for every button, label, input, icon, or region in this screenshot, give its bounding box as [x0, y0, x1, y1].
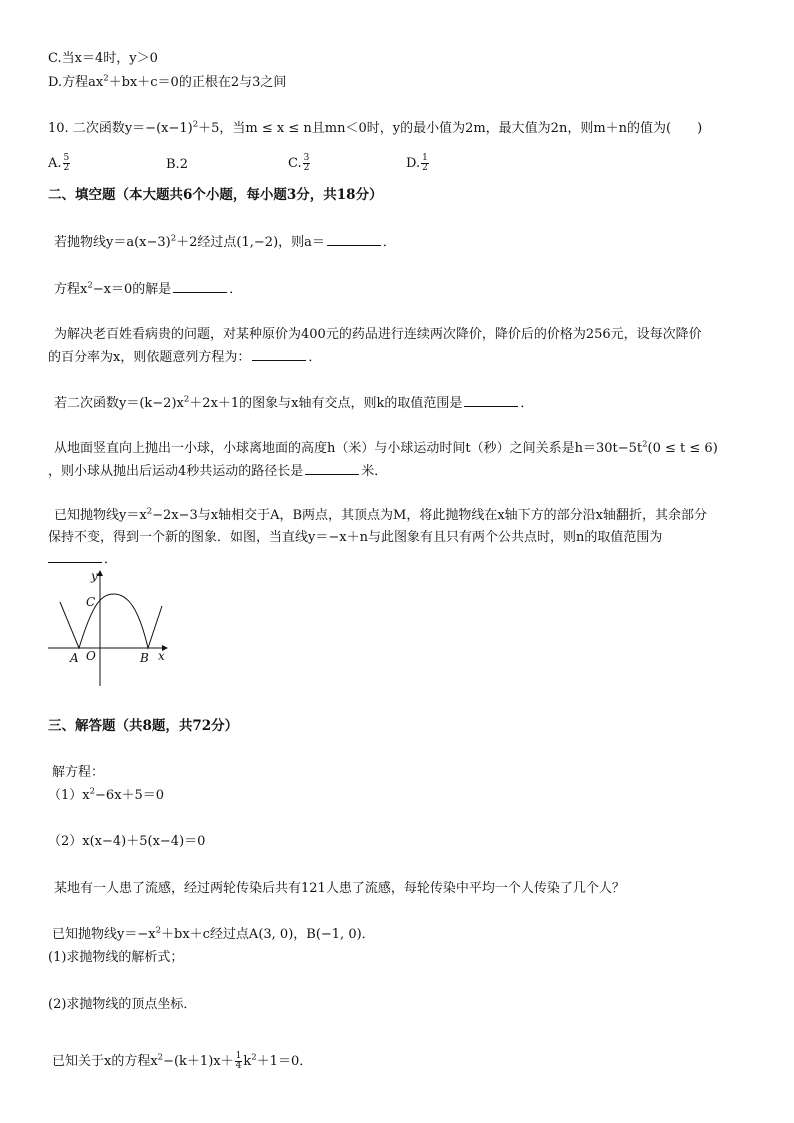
solve-q3-stem-b: ＋bx＋c经过点A(3, 0)，B(−1, 0)． [161, 927, 375, 942]
figure-label-x: x [158, 649, 165, 663]
solve-q4-stem-c: k [243, 1054, 252, 1069]
solve-q4-stem-d: ＋1＝0． [256, 1054, 313, 1069]
fill-q6-line1 [54, 507, 707, 525]
q10-option-a-label: A. [48, 156, 62, 171]
figure-label-a: A [70, 651, 79, 665]
solve-q3-stem [52, 926, 375, 944]
fill-q6-line2: 保持不变，得到一个新的图象．如图，当直线y＝−x＋n与此图象有且只有两个公共点时，则n的取值范围为 [48, 530, 663, 545]
fill-q1-a: 若抛物线y＝a(x−3) [54, 235, 171, 250]
fill-q5-line2 [48, 462, 387, 481]
fill-q3-answer-blank[interactable] [252, 348, 306, 361]
figure-curve [60, 594, 162, 648]
q9-option-c: C.当x＝4时，y＞0 [48, 51, 158, 66]
fill-q5-answer-blank[interactable] [305, 462, 359, 475]
fill-q5-line1 [54, 440, 718, 458]
q10-number: 10. [48, 121, 69, 136]
q9-option-d [48, 74, 286, 92]
q10-option-c-label: C. [288, 156, 302, 171]
fill-q6-answer-blank[interactable] [48, 550, 102, 563]
fill-q2-b: −x＝0的解是 [92, 282, 172, 297]
fill-q6-end: ． [104, 552, 118, 567]
q10-option-a-frac [63, 154, 71, 173]
solve-q1-part2: （2）x(x−4)＋5(x−4)＝0 [48, 834, 206, 849]
q9-option-d-sup: 2 [103, 73, 109, 84]
fill-q2-a: 方程x [54, 282, 88, 297]
fill-q6-sup: 2 [146, 506, 153, 517]
q9-option-d-prefix: D.方程ax [48, 75, 104, 90]
solve-q4-frac-den: 4 [235, 1061, 242, 1071]
q10-option-a-den: 2 [63, 163, 70, 173]
fill-q5-end: 米． [361, 464, 388, 479]
q10-option-c-den: 2 [303, 163, 310, 173]
solve-q3-part1: (1)求抛物线的解析式； [48, 950, 184, 965]
solve-q3-stem-a: 已知抛物线y＝−x [52, 927, 156, 942]
solve-q4-stem-b: −(k＋1)x＋ [163, 1054, 234, 1069]
fill-q3-end: ． [308, 350, 322, 365]
q10-option-d-den: 2 [422, 163, 428, 173]
fill-q5-line1-b: (0 ≤ t ≤ 6) [647, 441, 718, 456]
figure-label-c: C [86, 595, 96, 609]
q10-option-d-label: D. [406, 156, 421, 171]
q10-option-c [288, 154, 311, 173]
solve-q3-stem-sup: 2 [155, 925, 161, 936]
solve-q1-title: 解方程： [52, 765, 105, 780]
solve-q4-stem-a: 已知关于x的方程x [52, 1054, 158, 1069]
q9-option-d-suffix: ＋bx＋c＝0的正根在2与3之间 [108, 75, 287, 90]
solve-q3-part2: (2)求抛物线的顶点坐标． [48, 997, 197, 1012]
solve-q4-frac [235, 1052, 243, 1071]
fill-q4-b: ＋2x＋1的图象与x轴有交点，则k的取值范围是 [189, 396, 463, 411]
figure-label-b: B [140, 651, 149, 665]
solve-q2: 某地有一人患了流感，经过两轮传染后共有121人患了流感，每轮传染中平均一个人传染了几个人？ [54, 881, 625, 896]
figure-label-o: O [86, 649, 96, 663]
q10-option-d [406, 154, 430, 173]
q10-option-d-num: 1 [422, 153, 428, 163]
solve-q4-stem-sup2: 2 [251, 1052, 257, 1063]
solve-q1-part1-a: （1）x [48, 788, 90, 803]
fill-q1-sup: 2 [170, 233, 177, 244]
solve-q4-stem-sup: 2 [157, 1052, 164, 1063]
figure-label-y: y [91, 569, 98, 583]
fill-q1-b: ＋2经过点(1,−2)，则a＝ [176, 235, 325, 250]
fill-q5-line2-text: ，则小球从抛出后运动4秒共运动的路径长是 [48, 464, 304, 479]
solve-q1-part1 [48, 787, 164, 805]
section3-title: 三、解答题（共8题，共72分） [48, 718, 239, 734]
q10-option-b-label: B. [166, 157, 180, 172]
q10-stem-b: ＋5，当m ≤ x ≤ n且mn＜0时，y的最小值为2m，最大值为2n，则m＋n的值为( ) [198, 121, 703, 136]
fill-q3-line2 [48, 348, 321, 367]
fill-q4-end: ． [520, 396, 534, 411]
q10-option-b-text: 2 [179, 157, 188, 172]
fill-q6-line1-b: −2x−3与x轴相交于A，B两点，其顶点为M，将此抛物线在x轴下方的部分沿x轴翻折，其余部分 [152, 508, 708, 523]
solve-q1-part1-b: −6x＋5＝0 [95, 788, 165, 803]
fill-q1-answer-blank[interactable] [327, 233, 381, 246]
fill-q6-line1-a: 已知抛物线y＝x [54, 508, 147, 523]
fill-q2 [54, 280, 242, 299]
fill-q1-end: ． [382, 235, 396, 250]
fill-q4-sup: 2 [183, 394, 190, 405]
q10-stem-sup: 2 [192, 119, 199, 130]
q10-option-d-frac [421, 154, 429, 173]
fill-q5-sup: 2 [642, 439, 648, 450]
fill-q5-line1-a: 从地面竖直向上抛出一小球，小球离地面的高度h（米）与小球运动时间t（秒）之间关系是h＝30t−5t [54, 441, 643, 456]
fill-q4-answer-blank[interactable] [464, 394, 518, 407]
fill-q2-sup: 2 [87, 280, 93, 291]
fill-q3-line2-text: 的百分率为x，则依题意列方程为： [48, 350, 251, 365]
q10-option-a-num: 5 [63, 153, 70, 163]
solve-q1-part1-sup: 2 [89, 786, 96, 797]
parabola-figure [44, 566, 174, 692]
fill-q2-answer-blank[interactable] [173, 280, 227, 293]
q10-option-a [48, 154, 71, 173]
fill-q3-line1: 为解决老百姓看病贵的问题，对某种原价为400元的药品进行连续两次降价，降价后的价格为256元，设每次降价 [54, 327, 702, 342]
fill-q4 [54, 394, 533, 413]
q10-option-c-num: 3 [303, 153, 310, 163]
section2-title: 二、填空题（本大题共6个小题，每小题3分，共18分） [48, 187, 383, 203]
solve-q4-frac-num: 1 [235, 1051, 242, 1061]
fill-q4-a: 若二次函数y＝(k−2)x [54, 396, 184, 411]
q10-stem [48, 120, 702, 138]
fill-q2-end: ． [229, 282, 243, 297]
q10-stem-a: 二次函数y＝−(x−1) [72, 121, 193, 136]
q10-option-c-frac [303, 154, 311, 173]
fill-q1 [54, 233, 396, 252]
q10-option-b [166, 156, 188, 174]
figure-y-arrow [97, 570, 103, 576]
solve-q4-stem [52, 1052, 312, 1076]
